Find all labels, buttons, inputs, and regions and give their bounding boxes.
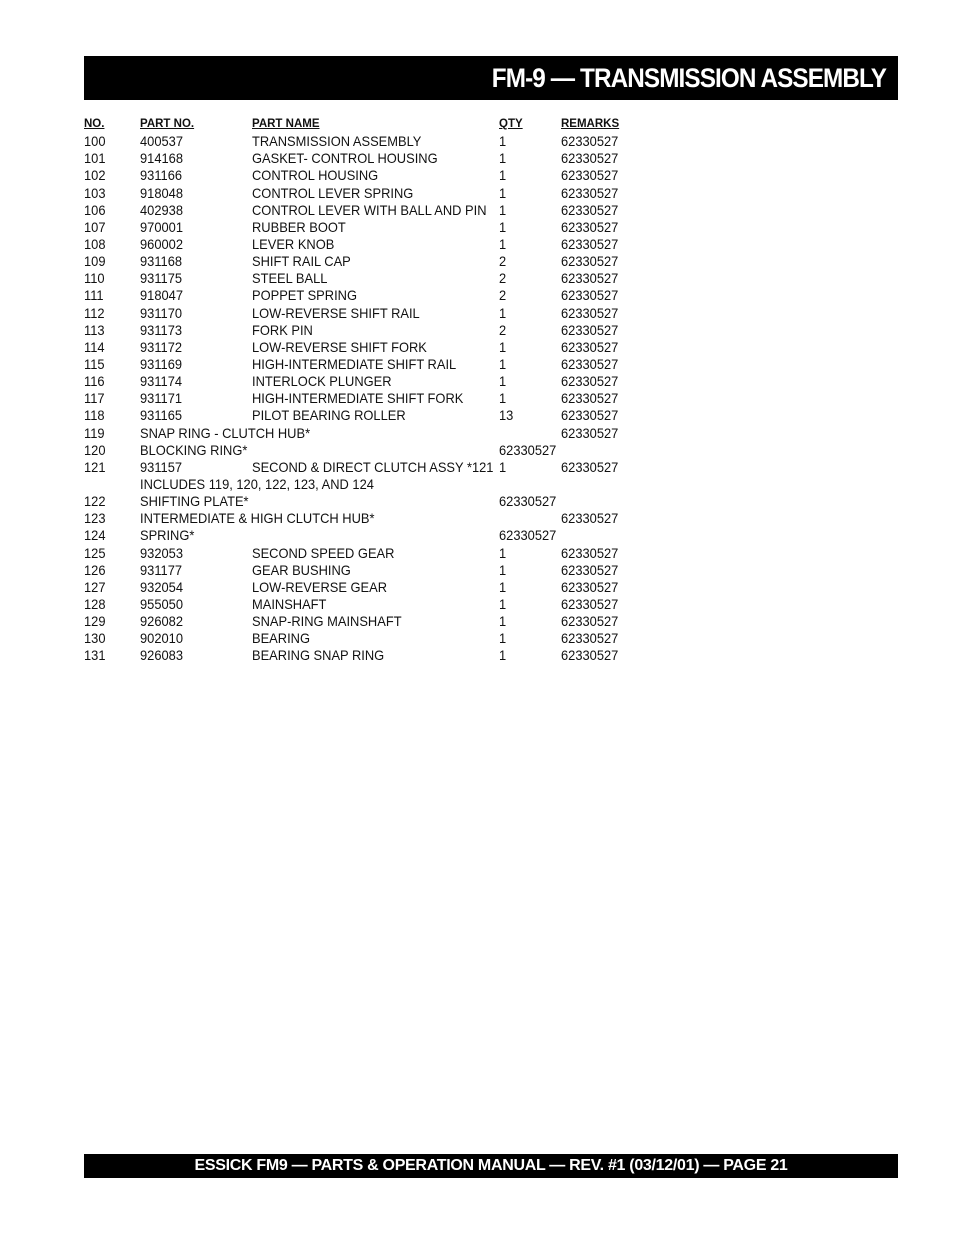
table-header-row [84, 116, 644, 133]
row-part-name: LOW-REVERSE SHIFT RAIL [252, 304, 420, 321]
row-remarks: 62330527 [561, 407, 619, 424]
row-qty: 1 [499, 647, 507, 664]
row-part-name: SHIFT RAIL CAP [252, 253, 351, 270]
row-part-name: BEARING [252, 630, 310, 647]
page-title: FM-9 — TRANSMISSION ASSEMBLY [491, 63, 886, 93]
row-remarks: 62330527 [499, 441, 557, 458]
row-part-name: SECOND & DIRECT CLUTCH ASSY *121 [252, 458, 494, 475]
row-no: 126 [84, 561, 106, 578]
row-part-no: 931175 [140, 270, 183, 287]
row-part-no: 931177 [140, 561, 183, 578]
row-remarks: 62330527 [561, 458, 619, 475]
row-part-no: 931166 [140, 167, 183, 184]
row-remarks: 62330527 [561, 613, 619, 630]
row-no: 108 [84, 235, 106, 252]
row-no: 119 [84, 424, 105, 441]
column-header-part-no: PART NO. [140, 118, 195, 130]
row-qty: 1 [499, 613, 507, 630]
row-remarks: 62330527 [561, 355, 619, 372]
row-no: 101 [84, 150, 106, 167]
table-body-b [84, 545, 644, 665]
row-no: 120 [84, 441, 106, 458]
row-no: 112 [84, 304, 105, 321]
row-description: SPRING* [140, 527, 195, 544]
row-part-name: STEEL BALL [252, 270, 328, 287]
row-remarks: 62330527 [561, 235, 619, 252]
column-header-no: NO. [84, 118, 105, 130]
row-no: 103 [84, 184, 106, 201]
row-part-name: GASKET- CONTROL HOUSING [252, 150, 438, 167]
row-qty: 1 [499, 355, 507, 372]
row-remarks: 62330527 [561, 184, 619, 201]
row-remarks: 62330527 [561, 595, 619, 612]
row-qty: 1 [499, 390, 507, 407]
row-part-name: MAINSHAFT [252, 595, 327, 612]
row-part-name: LEVER KNOB [252, 235, 335, 252]
table-row [84, 579, 644, 596]
table-row [84, 596, 644, 613]
row-part-no: 402938 [140, 201, 183, 218]
row-part-name: RUBBER BOOT [252, 218, 346, 235]
table-row [84, 150, 644, 167]
table-row [84, 133, 644, 150]
row-part-name: HIGH-INTERMEDIATE SHIFT FORK [252, 390, 464, 407]
column-header-remarks: REMARKS [561, 118, 620, 130]
row-qty: 13 [499, 407, 514, 424]
row-remarks: 62330527 [561, 390, 619, 407]
table-row-note [84, 476, 644, 493]
row-description: INTERMEDIATE & HIGH CLUTCH HUB* [140, 510, 375, 527]
table-row [84, 493, 644, 510]
row-no: 102 [84, 167, 106, 184]
row-part-name: HIGH-INTERMEDIATE SHIFT RAIL [252, 355, 457, 372]
row-part-name: CONTROL LEVER SPRING [252, 184, 414, 201]
row-qty: 1 [499, 561, 507, 578]
table-row [84, 425, 644, 442]
parts-table [84, 116, 644, 665]
row-no: 111 [84, 287, 104, 304]
page-title-bar [84, 56, 898, 100]
row-no: 123 [84, 510, 106, 527]
row-description: SNAP RING - CLUTCH HUB* [140, 424, 311, 441]
row-remarks: 62330527 [561, 270, 619, 287]
row-remarks: 62330527 [561, 561, 619, 578]
row-remarks: 62330527 [561, 321, 619, 338]
row-part-name: BEARING SNAP RING [252, 647, 385, 664]
row-part-no: 931174 [140, 373, 183, 390]
table-row [84, 356, 644, 373]
table-row [84, 202, 644, 219]
row-part-name: SECOND SPEED GEAR [252, 544, 395, 561]
row-part-no: 932054 [140, 578, 183, 595]
row-part-no: 931173 [140, 321, 183, 338]
page-footer: ESSICK FM9 — PARTS & OPERATION MANUAL — REV. #1 (03/12/01) — PAGE 21 [194, 1157, 788, 1174]
row-qty: 1 [499, 184, 507, 201]
row-no: 107 [84, 218, 106, 235]
row-part-no: 931168 [140, 253, 183, 270]
row-remarks: 62330527 [561, 630, 619, 647]
row-remarks: 62330527 [561, 167, 619, 184]
row-remarks: 62330527 [561, 647, 619, 664]
row-qty: 1 [499, 595, 507, 612]
row-part-name: POPPET SPRING [252, 287, 357, 304]
row-qty: 1 [499, 150, 507, 167]
row-no: 100 [84, 133, 106, 150]
row-remarks: 62330527 [561, 287, 619, 304]
table-row [84, 373, 644, 390]
table-row [84, 287, 644, 304]
row-remarks: 62330527 [561, 338, 619, 355]
row-no: 129 [84, 613, 106, 630]
row-no: 124 [84, 527, 106, 544]
row-no: 122 [84, 493, 106, 510]
table-row [84, 167, 644, 184]
table-row [84, 185, 644, 202]
table-row [84, 270, 644, 287]
column-header-part-name: PART NAME [252, 118, 320, 130]
row-part-no: 931171 [140, 390, 183, 407]
row-no: 110 [84, 270, 105, 287]
table-row [84, 545, 644, 562]
row-remarks: 62330527 [561, 424, 619, 441]
row-remarks: 62330527 [499, 527, 557, 544]
row-note: INCLUDES 119, 120, 122, 123, AND 124 [140, 475, 374, 492]
row-no: 131 [84, 647, 106, 664]
row-part-no: 931165 [140, 407, 183, 424]
row-part-no: 918048 [140, 184, 183, 201]
page-footer-bar [84, 1154, 898, 1178]
row-part-no: 914168 [140, 150, 183, 167]
row-part-no: 970001 [140, 218, 183, 235]
row-remarks: 62330527 [561, 304, 619, 321]
row-no: 130 [84, 630, 106, 647]
row-no: 116 [84, 373, 105, 390]
row-no: 127 [84, 578, 106, 595]
table-row [84, 407, 644, 424]
row-part-name: LOW-REVERSE SHIFT FORK [252, 338, 427, 355]
row-part-name: CONTROL HOUSING [252, 167, 379, 184]
row-part-name: CONTROL LEVER WITH BALL AND PIN [252, 201, 487, 218]
table-row [84, 442, 644, 459]
row-no: 125 [84, 544, 106, 561]
row-part-name: SNAP-RING MAINSHAFT [252, 613, 402, 630]
row-part-no: 955050 [140, 595, 183, 612]
row-part-no: 931170 [140, 304, 183, 321]
table-row [84, 305, 644, 322]
row-part-no: 931157 [140, 458, 183, 475]
row-part-no: 960002 [140, 235, 183, 252]
row-part-name: INTERLOCK PLUNGER [252, 373, 392, 390]
row-remarks: 62330527 [499, 493, 557, 510]
table-row [84, 647, 644, 664]
table-row [84, 510, 644, 527]
row-remarks: 62330527 [561, 578, 619, 595]
row-part-no: 918047 [140, 287, 183, 304]
row-qty: 1 [499, 630, 507, 647]
row-no: 121 [84, 458, 106, 475]
row-qty: 2 [499, 321, 507, 338]
row-part-no: 902010 [140, 630, 183, 647]
column-header-qty: QTY [499, 118, 523, 130]
row-qty: 1 [499, 544, 507, 561]
row-remarks: 62330527 [561, 133, 619, 150]
row-remarks: 62330527 [561, 510, 619, 527]
row-qty: 1 [499, 578, 507, 595]
table-row [84, 562, 644, 579]
row-qty: 1 [499, 235, 507, 252]
table-row [84, 390, 644, 407]
row-remarks: 62330527 [561, 218, 619, 235]
row-description: BLOCKING RING* [140, 441, 248, 458]
row-part-name: TRANSMISSION ASSEMBLY [252, 133, 422, 150]
row-no: 118 [84, 407, 105, 424]
row-qty: 1 [499, 218, 507, 235]
row-no: 115 [84, 355, 105, 372]
table-row [84, 613, 644, 630]
row-part-name: GEAR BUSHING [252, 561, 351, 578]
row-qty: 1 [499, 373, 507, 390]
row-part-no: 400537 [140, 133, 183, 150]
row-no: 117 [84, 390, 105, 407]
row-qty: 2 [499, 287, 507, 304]
table-row [84, 253, 644, 270]
row-remarks: 62330527 [561, 544, 619, 561]
row-qty: 1 [499, 133, 507, 150]
row-no: 114 [84, 338, 105, 355]
row-part-no: 931169 [140, 355, 183, 372]
table-row [84, 219, 644, 236]
row-qty: 1 [499, 338, 507, 355]
row-qty: 1 [499, 201, 507, 218]
row-part-name: FORK PIN [252, 321, 313, 338]
table-row [84, 459, 644, 476]
table-row [84, 630, 644, 647]
row-part-no: 932053 [140, 544, 183, 561]
table-row [84, 527, 644, 544]
row-remarks: 62330527 [561, 150, 619, 167]
table-row [84, 236, 644, 253]
table-body-a [84, 133, 644, 424]
row-part-no: 926082 [140, 613, 183, 630]
row-part-name: LOW-REVERSE GEAR [252, 578, 388, 595]
row-qty: 2 [499, 253, 507, 270]
row-no: 109 [84, 253, 106, 270]
row-remarks: 62330527 [561, 201, 619, 218]
row-part-no: 926083 [140, 647, 183, 664]
row-part-name: PILOT BEARING ROLLER [252, 407, 406, 424]
table-row [84, 322, 644, 339]
row-description: SHIFTING PLATE* [140, 493, 249, 510]
row-part-no: 931172 [140, 338, 183, 355]
row-qty: 1 [499, 458, 507, 475]
row-qty: 2 [499, 270, 507, 287]
row-no: 128 [84, 595, 106, 612]
row-qty: 1 [499, 304, 507, 321]
row-no: 113 [84, 321, 105, 338]
row-remarks: 62330527 [561, 373, 619, 390]
table-row [84, 339, 644, 356]
row-no: 106 [84, 201, 106, 218]
row-remarks: 62330527 [561, 253, 619, 270]
row-qty: 1 [499, 167, 507, 184]
